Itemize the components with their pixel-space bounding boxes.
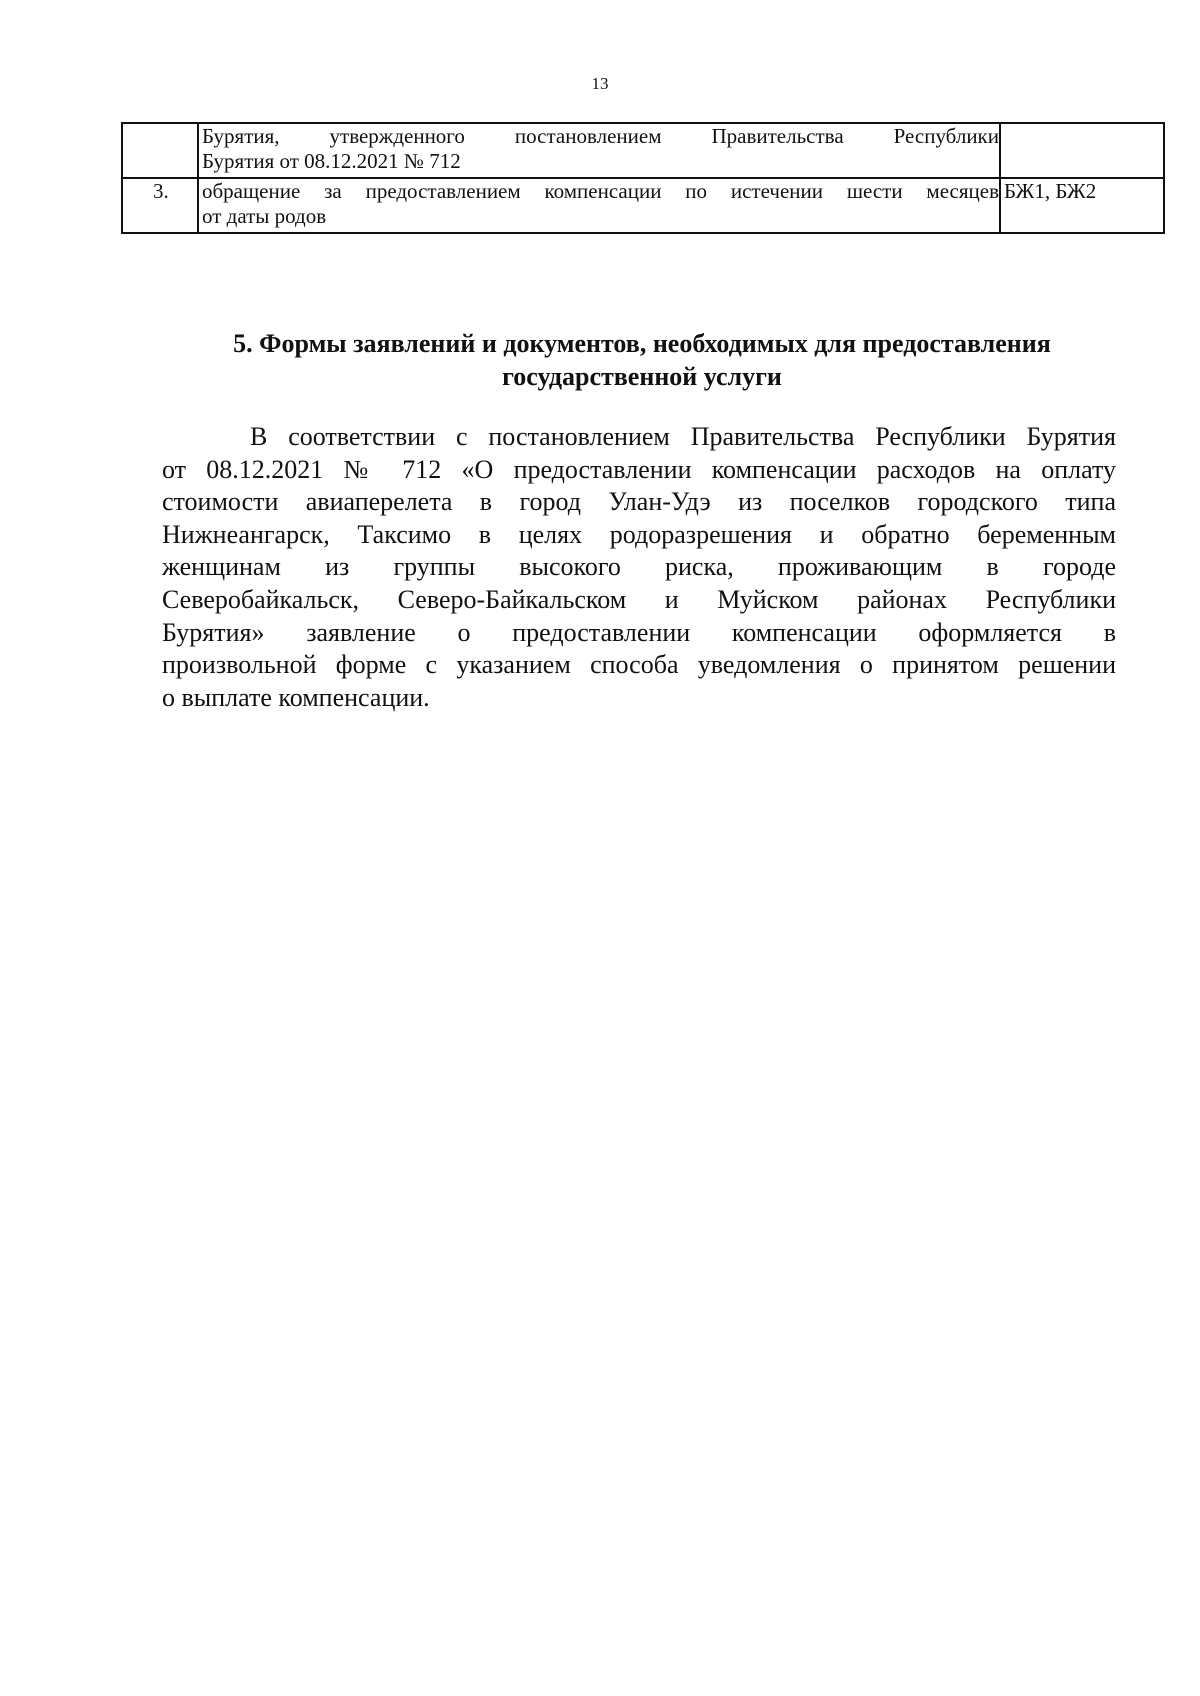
row-text-line: обращение за предоставлением компенсации по истечении шести месяцев <box>202 179 999 203</box>
paragraph-line: от 08.12.2021 № 712 «О предоставлении компенсации расходов на оплату <box>162 454 1116 484</box>
row-code-cell: БЖ1, БЖ2 <box>1000 178 1164 233</box>
row-text-line: Бурятия, утвержденного постановлением Правительства Республики <box>202 124 999 148</box>
grounds-table <box>121 122 1165 234</box>
body-paragraph <box>162 421 1116 714</box>
paragraph-line: произвольной форме с указанием способа уведомления о принятом решении <box>162 650 1116 680</box>
section-heading-line: государственной услуги <box>502 362 782 391</box>
row-number-cell <box>122 123 198 178</box>
paragraph-line: Бурятия» заявление о предоставлении компенсации оформляется в <box>162 617 1116 647</box>
paragraph-line: о выплате компенсации. <box>162 682 430 712</box>
table-row <box>122 123 1164 178</box>
paragraph-line: женщинам из группы высокого риска, проживающим в городе <box>162 552 1116 582</box>
section-heading-line: 5. Формы заявлений и документов, необходимых для предоставления <box>233 329 1051 358</box>
page-number: 13 <box>591 74 609 93</box>
section-heading <box>121 327 1163 393</box>
row-text-cell <box>198 123 1000 178</box>
paragraph-line: Северобайкальск, Северо-Байкальском и Муйском районах Республики <box>162 584 1116 614</box>
row-code-cell <box>1000 123 1164 178</box>
paragraph-line: В соответствии с постановлением Правительства Республики Бурятия <box>250 422 1116 451</box>
row-text-line: Бурятия от 08.12.2021 № 712 <box>202 149 461 173</box>
row-text-cell <box>198 178 1000 233</box>
paragraph-line: Нижнеангарск, Таксимо в целях родоразрешения и обратно беременным <box>162 519 1116 549</box>
paragraph-line: стоимости авиаперелета в город Улан-Удэ из поселков городского типа <box>162 487 1116 517</box>
row-number-cell: 3. <box>122 178 198 233</box>
table-row <box>122 178 1164 233</box>
row-text-line: от даты родов <box>202 204 327 228</box>
